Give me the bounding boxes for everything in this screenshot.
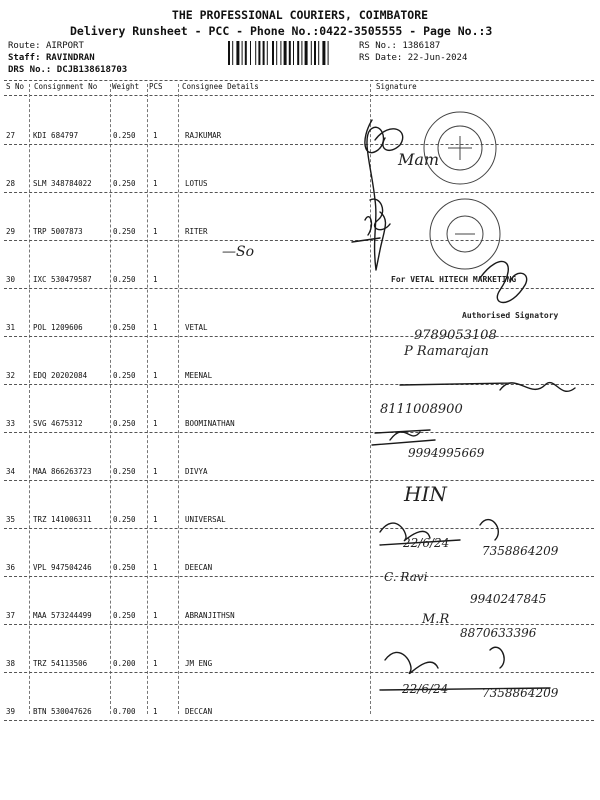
cell-consignee: DECCAN (185, 707, 213, 716)
cell-weight: 0.250 (113, 371, 136, 380)
barcode-bar (232, 41, 233, 65)
barcode-bar (228, 41, 230, 65)
cell-consignee: DIVYA (185, 467, 208, 476)
col-header-consignee: Consignee Details (182, 82, 259, 91)
barcode-bar (314, 41, 316, 65)
runsheet-title: THE PROFESSIONAL COURIERS, COIMBATORE (171, 8, 429, 22)
rs-number: RS No.: 1386187 (359, 41, 441, 51)
col-divider (110, 84, 111, 714)
cell-consignee: RAJKUMAR (185, 131, 222, 140)
cell-weight: 0.200 (113, 659, 136, 668)
cell-consignment-no: TRZ 141006311 (33, 515, 92, 524)
cell-pcs: 1 (153, 179, 158, 188)
cell-weight: 0.250 (113, 563, 136, 572)
col-divider (29, 84, 30, 714)
route-value: AIRPORT (45, 41, 84, 51)
cell-sno: 32 (6, 371, 16, 380)
cell-consignee: MEENAL (185, 371, 213, 380)
vetal-stamp-signatory: Authorised Signatory (462, 311, 559, 320)
signature-row-35-initials: HIN (404, 482, 447, 506)
cell-consignment-no: SVG 4675312 (33, 419, 83, 428)
signature-row-28-name: Mam (398, 150, 440, 169)
cell-consignee: JM ENG (185, 659, 213, 668)
table-header-rule (4, 95, 594, 96)
signature-row-32-phone: 9789053108 (414, 328, 497, 343)
route-label: Route: (8, 41, 41, 51)
barcode-bar (258, 41, 260, 65)
barcode-bar (311, 41, 312, 65)
barcode-bar (236, 41, 239, 65)
col-divider (147, 84, 148, 714)
cell-pcs: 1 (153, 563, 158, 572)
drs-value: DCJB138618703 (56, 65, 128, 75)
route-line (8, 41, 84, 51)
staff-line (8, 53, 95, 63)
signature-row-36-date: 22/6/24 (403, 536, 450, 550)
cell-pcs: 1 (153, 131, 158, 140)
cell-consignee: RITER (185, 227, 208, 236)
cell-pcs: 1 (153, 275, 158, 284)
cell-consignment-no: BTN 530047626 (33, 707, 92, 716)
signature-loop-row-28 (375, 129, 403, 151)
drs-line (8, 65, 127, 75)
cell-sno: 31 (6, 323, 16, 332)
col-header-sno: S No (6, 82, 25, 91)
barcode-image (228, 41, 356, 65)
signature-row-36-phone: 7358864209 (482, 544, 559, 558)
cell-consignment-no: TRP 5007873 (33, 227, 83, 236)
cell-consignment-no: VPL 947504246 (33, 563, 92, 572)
col-header-pcs: PCS (149, 82, 163, 91)
cell-weight: 0.700 (113, 707, 136, 716)
cell-pcs: 1 (153, 227, 158, 236)
staff-label: Staff: (8, 53, 41, 63)
signature-row-34 (372, 430, 435, 445)
cell-sno: 30 (6, 275, 16, 284)
cell-consignment-no: KDI 684797 (33, 131, 79, 140)
cell-consignment-no: POL 1209606 (33, 323, 83, 332)
barcode-bar (250, 41, 251, 65)
barcode-bar (272, 41, 274, 65)
cell-sno: 37 (6, 611, 16, 620)
signature-row-33-phone: 8111008900 (380, 402, 463, 417)
cell-weight: 0.250 (113, 227, 136, 236)
barcode-bar (242, 41, 243, 65)
cell-weight: 0.250 (113, 323, 136, 332)
drs-label: DRS No.: (8, 65, 52, 75)
cell-consignment-no: SLM 348784022 (33, 179, 92, 188)
cell-sno: 38 (6, 659, 16, 668)
cell-weight: 0.250 (113, 131, 136, 140)
cell-pcs: 1 (153, 611, 158, 620)
row-divider (4, 720, 594, 721)
barcode-bar (245, 41, 247, 65)
col-divider (178, 84, 179, 714)
signature-row-27 (365, 120, 386, 270)
signature-row-37-name: C. Ravi (384, 570, 428, 584)
cell-pcs: 1 (153, 515, 158, 524)
signature-row-29 (370, 199, 390, 230)
cell-sno: 35 (6, 515, 16, 524)
cell-sno: 28 (6, 179, 16, 188)
cell-consignee: BOOMINATHAN (185, 419, 235, 428)
cell-consignment-no: TRZ 54113506 (33, 659, 88, 668)
cell-consignment-no: EDQ 20202084 (33, 371, 88, 380)
cell-pcs: 1 (153, 467, 158, 476)
signature-row-34-phone: 9994995669 (408, 446, 485, 460)
barcode-bar (255, 41, 256, 65)
cell-pcs: 1 (153, 323, 158, 332)
barcode-bar (322, 41, 325, 65)
cell-weight: 0.250 (113, 275, 136, 284)
signature-row-30-mark: —So (222, 244, 255, 260)
signature-row-37-phone: 9940247845 (470, 592, 547, 606)
cell-sno: 34 (6, 467, 16, 476)
barcode-bar (267, 41, 268, 65)
cell-weight: 0.250 (113, 179, 136, 188)
cell-consignee: VETAL (185, 323, 208, 332)
cell-pcs: 1 (153, 659, 158, 668)
signature-row-39-phone: 7358864209 (482, 686, 559, 700)
staff-value: RAVINDRAN (45, 53, 95, 63)
barcode-bar (284, 41, 287, 65)
signature-row-32-name: P Ramarajan (404, 344, 489, 359)
cell-consignee: ABRANJITHSN (185, 611, 235, 620)
barcode-bar (263, 41, 265, 65)
cell-sno: 29 (6, 227, 16, 236)
cell-pcs: 1 (153, 419, 158, 428)
riter-company-seal (425, 196, 505, 272)
cell-consignment-no: MAA 573244499 (33, 611, 92, 620)
cell-consignee: DEECAN (185, 563, 213, 572)
barcode-bar (297, 41, 299, 65)
barcode-bar (301, 41, 302, 65)
barcode-bar (293, 41, 294, 65)
signature-row-39-date: 22/6/24 (402, 682, 449, 696)
cell-consignment-no: IXC 530479587 (33, 275, 92, 284)
col-header-consignment: Consignment No (34, 82, 98, 91)
cell-weight: 0.250 (113, 419, 136, 428)
cell-weight: 0.250 (113, 611, 136, 620)
barcode-bar (328, 41, 329, 65)
barcode-bar (318, 41, 319, 65)
signature-row-33 (400, 383, 575, 392)
barcode-bar (305, 41, 308, 65)
signature-row-38-name: M.R (422, 612, 450, 627)
barcode-bar (276, 41, 277, 65)
cell-sno: 33 (6, 419, 16, 428)
cell-consignee: LOTUS (185, 179, 208, 188)
col-header-signature: Signature (376, 82, 417, 91)
runsheet-subtitle: Delivery Runsheet - PCC - Phone No.:0422-3505555 - Page No.:3 (70, 24, 493, 38)
rs-date: RS Date: 22-Jun-2024 (359, 53, 468, 63)
cell-sno: 27 (6, 131, 16, 140)
vetal-stamp-company: For VETAL HITECH MARKETING (391, 275, 517, 284)
barcode-bar (280, 41, 281, 65)
lotus-company-seal (420, 108, 500, 188)
col-header-weight: Weight (112, 82, 140, 91)
signature-row-38-phone: 8870633396 (460, 626, 537, 640)
cell-pcs: 1 (153, 371, 158, 380)
cell-weight: 0.250 (113, 467, 136, 476)
barcode-bar (289, 41, 291, 65)
cell-sno: 39 (6, 707, 16, 716)
cell-weight: 0.250 (113, 515, 136, 524)
cell-consignment-no: MAA 866263723 (33, 467, 92, 476)
cell-consignee: UNIVERSAL (185, 515, 226, 524)
cell-sno: 36 (6, 563, 16, 572)
cell-pcs: 1 (153, 707, 158, 716)
table-top-rule (4, 80, 594, 81)
